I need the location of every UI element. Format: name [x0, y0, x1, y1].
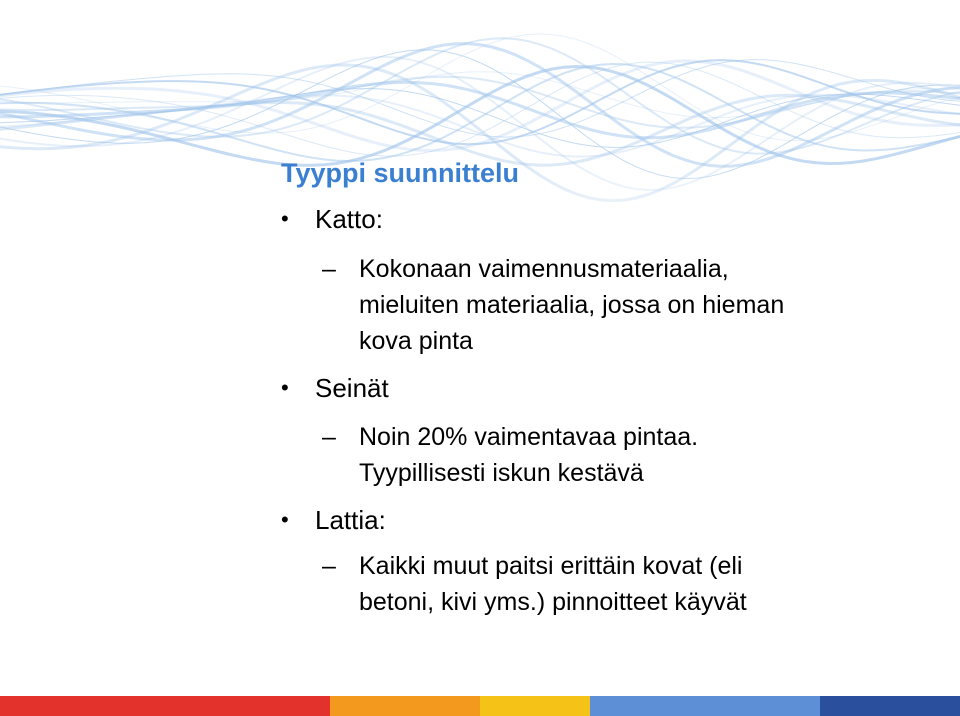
footer-segment — [480, 696, 590, 716]
footer-segment — [0, 696, 330, 716]
sub-bullet-text: Kokonaan vaimennusmateriaalia, mieluiten materiaalia, jossa on hieman kova pinta — [359, 255, 785, 355]
bullet-label: Lattia: — [315, 505, 386, 535]
footer-color-bar — [0, 696, 960, 716]
slide-title: Tyyppi suunnittelu — [281, 158, 519, 188]
dash-icon: – — [322, 255, 336, 283]
footer-segment — [590, 696, 820, 716]
bullet-dot-icon: • — [281, 507, 289, 532]
bullet-dot-icon: • — [281, 375, 289, 400]
sub-bullet-text: Kaikki muut paitsi erittäin kovat (eli betoni, kivi yms.) pinnoitteet käyvät — [359, 552, 747, 616]
dash-icon: – — [322, 423, 336, 451]
bullet-label: Seinät — [315, 373, 389, 403]
sub-bullet-text: Noin 20% vaimentavaa pintaa. Tyypillisesti iskun kestävä — [359, 423, 699, 487]
bullet-label: Katto: — [315, 204, 383, 234]
bullet-dot-icon: • — [281, 206, 289, 231]
dash-icon: – — [322, 552, 336, 580]
footer-segment — [820, 696, 960, 716]
footer-segment — [330, 696, 480, 716]
